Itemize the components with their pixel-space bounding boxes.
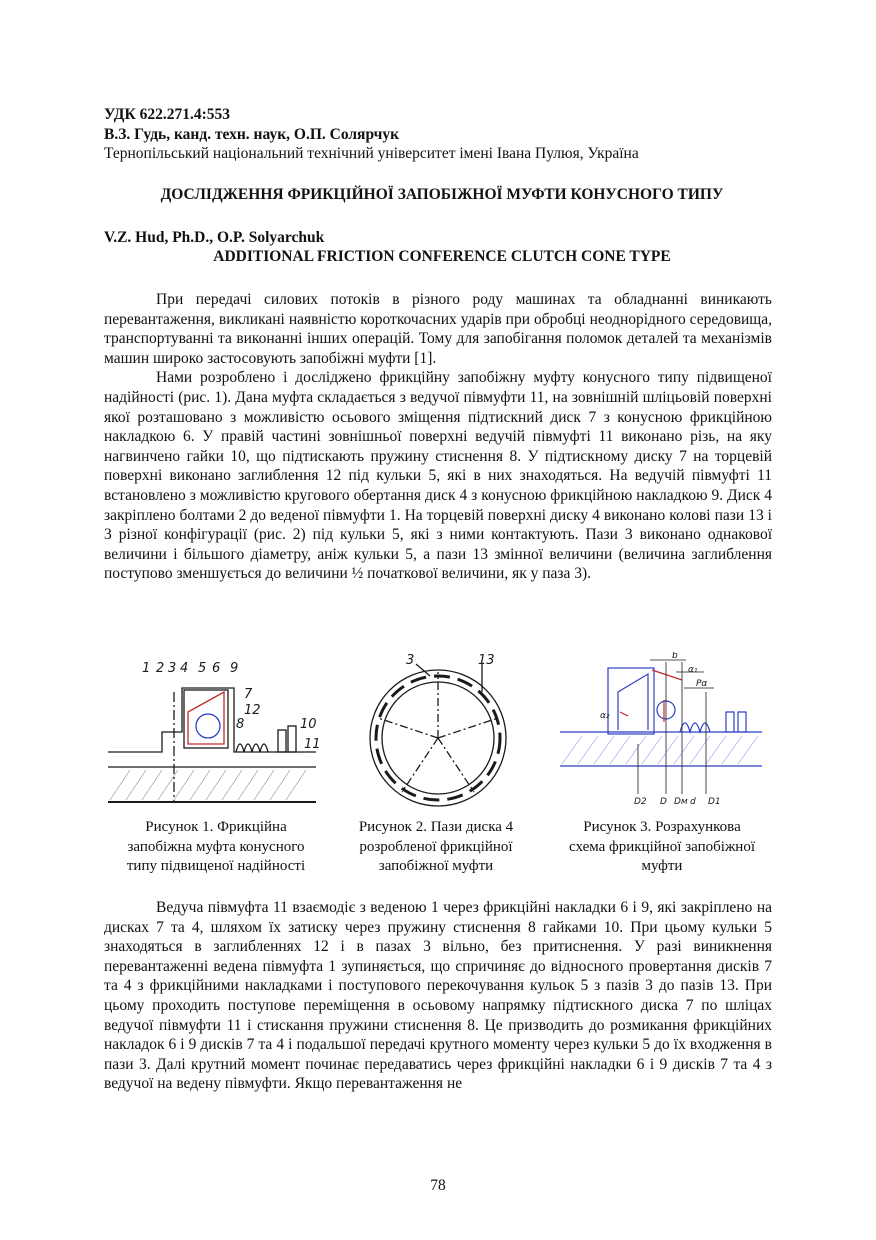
- fig3-label: D1: [708, 797, 721, 807]
- fig1-label: 6: [212, 661, 221, 676]
- fig1-label: 8: [236, 717, 245, 732]
- fig3-label: b: [672, 652, 678, 661]
- figure-3-caption: Рисунок 3. Розрахункова схема фрикційної запобіжної муфти: [568, 819, 755, 875]
- authors-uk: В.З. Гудь, канд. техн. наук, О.П. Солярчук: [104, 125, 400, 143]
- figure-1-clutch-drawing: [104, 652, 324, 817]
- paragraph-design: Нами розроблено і досліджено фрикційну запобіжну муфту конусного типу підвищеної надійності (рис. 1). Дана муфта складається з ведучої півмуфти 11, на зовнішній шліцьовій поверхні якої розташовано з можливістю осьового зміщення підтискний диск 7 з конусною фрикційною накладкою 6. У правій частині зовнішньої поверхні ведучій півмуфті 11 виконано різь, на яку нагвинчено гайки 10, що підтискають пружину стиснення 8. У підтискному диску 7 на торцевій поверхні виконано заглиблення 12 під кульки 5, які в них знаходяться. На ведучій півмуфті 11 встановлено з можливістю кругового обертання диск 4 з конусною фрикційною накладкою 9. Диск 4 закріплено болтами 2 до веденої півмуфти 1. На торцевій поверхні диску 4 виконано колові пази 13 і 3 різної конфігурації (рис. 2) під кульки 5, які з ними контактують. Пази 3 виконано однакової величини і більшого діаметру, аніж кульки 5, а пази 13 змінної величини (величина заглиблення поступово зменшується до величини ½ початкової величини, як у паза 3).: [104, 369, 772, 583]
- fig1-label: 7: [244, 687, 253, 702]
- authors-en: V.Z. Hud, Ph.D., O.P. Solyarchuk: [104, 229, 325, 246]
- figure-1-caption: Рисунок 1. Фрикційна запобіжна муфта конусного типу підвищеної надійності: [126, 819, 306, 875]
- udc-code: УДК 622.271.4:553: [104, 106, 230, 123]
- body-text-top: [104, 290, 772, 584]
- article-title-uk: ДОСЛІДЖЕННЯ ФРИКЦІЙНОЇ ЗАПОБІЖНОЇ МУФТИ КОНУСНОГО ТИПУ: [160, 186, 724, 203]
- fig2-label: 13: [478, 653, 495, 668]
- figure-2-disk-grooves: [358, 652, 518, 817]
- paragraph-operation: Ведуча півмуфта 11 взаємодіє з веденою 1 через фрикційні накладки 6 і 9, які закріплено на дисках 7 та 4, шляхом їх затиску через пружину стиснення 8 гайками 10. При цьому кульки 5 знаходяться в заглибленнях 12 і в пазах 3 вільно, без притиснення. У разі виникнення перевантаженні ведена півмуфта 1 зупиняється, що спричиняє до відносного провертання дисків 7 та 4 з фрикційними накладками і поступового перекочування кульок 5 з пазів 3 до пазів 13. При цьому проходить поступове переміщення в осьовому напрямку підтискного диска 7 по шліцах ведучої півмуфти 11 і стискання пружини стиснення 8. Це призводить до розмикання фрикційних накладок 6 і 9 дисків 7 та 4 і подальшої передачі крутного моменту через кульки 5 до їх входження в пази 3. Далі крутний момент починає передаватись через фрикційні накладки 6 і 9 дисків 7 та 4 з ведучої на ведену півмуфти. Якщо перевантаження не: [104, 899, 772, 1093]
- fig1-label: 4: [180, 661, 189, 676]
- fig3-label: α₁: [688, 665, 698, 675]
- paragraph-intro: При передачі силових потоків в різного роду машинах та обладнанні виникають перевантаження, викликані наявністю короткочасних ударів при обробці неоднорідного середовища, транспортуванні та виконанні інших операцій. Тому для запобігання поломок деталей та механізмів машин широко застосовують запобіжні муфти [1].: [104, 291, 772, 367]
- fig3-label: α₂: [600, 711, 610, 721]
- fig1-label: 2: [156, 661, 165, 676]
- figure-2-caption: Рисунок 2. Пази диска 4 розробленої фрикційної запобіжної муфти: [358, 819, 514, 875]
- fig3-label: D2: [634, 797, 647, 807]
- fig3-label: D: [660, 797, 667, 807]
- fig1-label: 3: [168, 661, 177, 676]
- body-text-bottom: [104, 898, 772, 1094]
- article-header: [104, 105, 784, 164]
- fig1-label: 1: [142, 661, 151, 676]
- fig1-label: 5: [198, 661, 207, 676]
- fig3-label: Dм: [674, 797, 688, 807]
- fig3-label: d: [690, 797, 696, 807]
- fig1-label: 11: [304, 737, 321, 752]
- fig3-label: Pα: [696, 679, 708, 689]
- page-number: 78: [430, 1177, 446, 1194]
- affiliation: Тернопільський національний технічний університет імені Івана Пулюя, Україна: [104, 145, 639, 163]
- fig1-label: 12: [244, 703, 261, 718]
- fig2-label: 3: [406, 653, 415, 668]
- article-title-en: ADDITIONAL FRICTION CONFERENCE CLUTCH CONE TYPE: [213, 248, 671, 265]
- fig1-label: 10: [300, 717, 317, 732]
- fig1-label: 9: [230, 661, 239, 676]
- figure-3-calculation-scheme: [556, 652, 768, 817]
